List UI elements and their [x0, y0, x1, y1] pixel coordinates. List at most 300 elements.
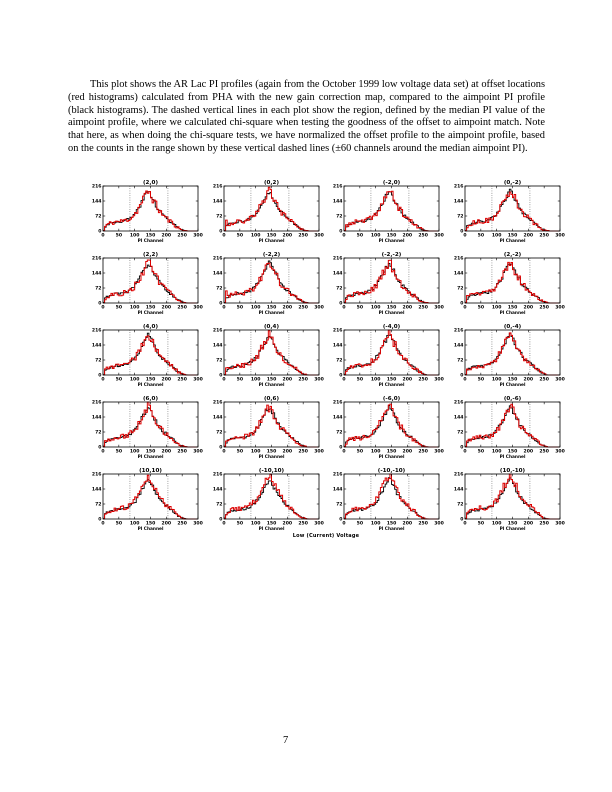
- x-tick-label: 300: [554, 521, 565, 527]
- y-tick-label: 216: [453, 472, 463, 478]
- y-tick-label: 72: [95, 286, 102, 292]
- y-tick-label: 0: [339, 301, 343, 307]
- x-tick-label: 300: [193, 521, 203, 527]
- plot-canvas: [85, 467, 206, 539]
- y-tick-label: 0: [218, 373, 222, 379]
- x-axis-label: PI Channel: [378, 311, 405, 316]
- x-tick-label: 150: [266, 521, 276, 527]
- offset-histogram: [465, 192, 560, 231]
- y-tick-label: 0: [98, 373, 102, 379]
- y-tick-label: 72: [456, 358, 463, 364]
- plot-title: (-2,-2): [381, 252, 402, 259]
- pi-profile-plot: [447, 395, 568, 467]
- x-tick-label: 250: [177, 377, 187, 383]
- x-tick-label: 100: [491, 377, 501, 383]
- y-tick-label: 144: [332, 487, 343, 493]
- x-tick-label: 150: [266, 449, 276, 455]
- plot-title: (2,-2): [503, 252, 521, 259]
- x-tick-label: 100: [370, 377, 381, 383]
- y-tick-label: 216: [332, 400, 343, 406]
- x-tick-label: 0: [462, 305, 467, 311]
- x-tick-label: 150: [145, 449, 156, 455]
- x-tick-label: 200: [523, 377, 533, 383]
- x-tick-label: 0: [462, 377, 467, 383]
- x-tick-label: 300: [554, 449, 565, 455]
- x-axis-label: PI Channel: [258, 527, 284, 532]
- aimpoint-histogram: [224, 337, 319, 375]
- aimpoint-histogram: [103, 265, 198, 303]
- y-tick-label: 0: [98, 445, 102, 451]
- x-axis-label: PI Channel: [378, 455, 405, 460]
- y-tick-label: 72: [336, 502, 343, 508]
- y-tick-label: 0: [218, 445, 222, 451]
- y-tick-label: 72: [95, 214, 102, 220]
- x-tick-label: 100: [491, 305, 501, 311]
- plot-canvas: [326, 179, 447, 251]
- x-tick-label: 300: [554, 305, 565, 311]
- x-tick-label: 0: [101, 521, 105, 527]
- x-tick-label: 200: [523, 233, 533, 239]
- x-tick-label: 200: [282, 521, 292, 527]
- plot-title: (4,0): [142, 324, 159, 331]
- offset-histogram: [103, 475, 198, 519]
- x-tick-label: 100: [370, 305, 381, 311]
- x-tick-label: 0: [221, 305, 226, 311]
- pi-profile-plot: [85, 467, 206, 539]
- x-tick-label: 250: [418, 521, 428, 527]
- y-tick-label: 144: [212, 415, 222, 421]
- y-tick-label: 144: [212, 199, 222, 205]
- pi-profile-plot: [85, 251, 206, 323]
- y-tick-label: 72: [215, 286, 222, 292]
- x-axis-label: PI Channel: [258, 239, 284, 244]
- y-tick-label: 72: [215, 502, 222, 508]
- x-axis-label: PI Channel: [499, 311, 525, 316]
- x-tick-label: 300: [434, 233, 444, 239]
- x-tick-label: 300: [313, 449, 324, 455]
- x-tick-label: 0: [221, 449, 226, 455]
- plot-canvas: [206, 179, 327, 251]
- x-tick-label: 50: [236, 377, 243, 383]
- y-tick-label: 144: [453, 271, 463, 277]
- x-tick-label: 0: [462, 521, 467, 527]
- y-tick-label: 216: [212, 328, 222, 334]
- y-tick-label: 216: [453, 256, 463, 262]
- x-tick-label: 250: [297, 521, 308, 527]
- pi-profile-plot: [326, 251, 447, 323]
- y-tick-label: 0: [459, 517, 463, 523]
- x-tick-label: 200: [282, 233, 292, 239]
- offset-histogram: [103, 260, 198, 303]
- x-axis-label: PI Channel: [137, 527, 164, 532]
- x-tick-label: 300: [434, 449, 444, 455]
- y-tick-label: 72: [95, 358, 102, 364]
- x-tick-label: 250: [418, 377, 428, 383]
- aimpoint-histogram: [344, 478, 439, 519]
- x-tick-label: 100: [491, 449, 501, 455]
- y-tick-label: 0: [218, 517, 222, 523]
- x-tick-label: 300: [434, 305, 444, 311]
- x-axis-label: PI Channel: [499, 239, 525, 244]
- plot-canvas: [85, 395, 206, 467]
- x-tick-label: 100: [491, 233, 501, 239]
- plot-title: (0,-2): [503, 180, 521, 187]
- x-tick-label: 50: [236, 233, 243, 239]
- x-tick-label: 50: [115, 521, 123, 527]
- x-axis-label: PI Channel: [258, 455, 284, 460]
- x-tick-label: 300: [554, 377, 565, 383]
- y-tick-label: 144: [212, 343, 222, 349]
- x-tick-label: 150: [145, 305, 156, 311]
- plot-canvas: [447, 395, 568, 467]
- aimpoint-histogram: [224, 481, 319, 519]
- x-tick-label: 50: [477, 449, 484, 455]
- x-tick-label: 150: [507, 449, 517, 455]
- x-tick-label: 100: [250, 521, 260, 527]
- x-tick-label: 50: [115, 233, 123, 239]
- pi-profile-plot: [85, 179, 206, 251]
- x-tick-label: 0: [221, 377, 226, 383]
- y-tick-label: 144: [212, 271, 222, 277]
- x-tick-label: 150: [386, 449, 397, 455]
- x-tick-label: 250: [177, 233, 187, 239]
- x-tick-label: 150: [386, 305, 397, 311]
- x-tick-label: 0: [221, 233, 226, 239]
- x-tick-label: 200: [402, 377, 413, 383]
- pi-profile-plot: [447, 251, 568, 323]
- x-tick-label: 250: [538, 233, 549, 239]
- y-tick-label: 0: [339, 445, 343, 451]
- x-tick-label: 200: [161, 449, 172, 455]
- y-tick-label: 0: [218, 301, 222, 307]
- x-tick-label: 300: [554, 233, 565, 239]
- x-tick-label: 200: [282, 305, 292, 311]
- x-tick-label: 100: [129, 233, 140, 239]
- y-tick-label: 216: [212, 256, 222, 262]
- aimpoint-histogram: [465, 406, 560, 447]
- y-tick-label: 72: [456, 430, 463, 436]
- offset-histogram: [224, 474, 319, 519]
- aimpoint-histogram: [103, 408, 198, 447]
- x-tick-label: 50: [477, 233, 484, 239]
- y-tick-label: 72: [95, 502, 102, 508]
- plot-canvas: [447, 251, 568, 323]
- x-tick-label: 250: [177, 521, 187, 527]
- x-tick-label: 250: [538, 449, 549, 455]
- plot-canvas: [447, 467, 568, 539]
- plot-title: (0,-4): [503, 324, 521, 331]
- pi-profile-plot: [206, 323, 327, 395]
- offset-histogram: [103, 191, 198, 231]
- x-tick-label: 100: [250, 305, 260, 311]
- x-axis-label: PI Channel: [137, 311, 164, 316]
- plot-canvas: [85, 179, 206, 251]
- plot-canvas: [206, 467, 327, 539]
- x-tick-label: 150: [386, 521, 397, 527]
- y-tick-label: 144: [332, 415, 343, 421]
- x-tick-label: 250: [538, 521, 549, 527]
- plot-title: (2,0): [142, 180, 159, 187]
- plot-canvas: [85, 323, 206, 395]
- x-tick-label: 200: [161, 521, 172, 527]
- x-tick-label: 250: [297, 233, 308, 239]
- x-tick-label: 300: [313, 521, 324, 527]
- plot-title: (10,-10): [499, 468, 525, 475]
- aimpoint-histogram: [344, 406, 439, 447]
- offset-histogram: [224, 331, 319, 375]
- x-tick-label: 100: [370, 521, 381, 527]
- y-tick-label: 144: [332, 199, 343, 205]
- x-tick-label: 0: [342, 305, 346, 311]
- x-axis-label: PI Channel: [137, 455, 164, 460]
- x-tick-label: 50: [477, 521, 484, 527]
- aimpoint-histogram: [224, 409, 319, 447]
- x-tick-label: 50: [356, 449, 364, 455]
- x-tick-label: 200: [161, 377, 172, 383]
- y-tick-label: 72: [215, 430, 222, 436]
- y-tick-label: 216: [91, 472, 102, 478]
- plot-title: (0,2): [263, 180, 279, 187]
- plot-canvas: [326, 467, 447, 539]
- y-tick-label: 72: [456, 286, 463, 292]
- plot-title: (10,10): [139, 468, 162, 475]
- x-tick-label: 0: [101, 377, 105, 383]
- pi-profile-plot: [206, 467, 327, 539]
- x-tick-label: 150: [386, 233, 397, 239]
- x-tick-label: 50: [356, 521, 364, 527]
- x-tick-label: 150: [507, 305, 517, 311]
- offset-histogram: [224, 263, 319, 303]
- x-tick-label: 300: [193, 449, 203, 455]
- y-tick-label: 144: [212, 487, 222, 493]
- x-tick-label: 300: [193, 305, 203, 311]
- x-axis-label: PI Channel: [499, 527, 525, 532]
- plot-title: (-2,2): [262, 252, 280, 259]
- x-tick-label: 0: [221, 521, 226, 527]
- y-tick-label: 0: [98, 229, 102, 235]
- x-tick-label: 300: [313, 233, 324, 239]
- plot-title: (-10,10): [258, 468, 284, 475]
- x-axis-label: PI Channel: [499, 383, 525, 388]
- plot-title: (-6,0): [382, 396, 401, 403]
- plot-title: (-10,-10): [377, 468, 406, 475]
- x-tick-label: 100: [370, 449, 381, 455]
- pi-profile-plot: [326, 179, 447, 251]
- x-tick-label: 100: [129, 305, 140, 311]
- plot-title: (-4,0): [382, 324, 401, 331]
- y-tick-label: 144: [453, 487, 463, 493]
- y-tick-label: 72: [336, 358, 343, 364]
- plot-title: (0,6): [263, 396, 279, 403]
- y-tick-label: 144: [332, 271, 343, 277]
- y-tick-label: 216: [212, 472, 222, 478]
- y-tick-label: 144: [91, 343, 102, 349]
- page-number: 7: [283, 735, 289, 746]
- y-tick-label: 216: [332, 472, 343, 478]
- y-tick-label: 216: [212, 184, 222, 190]
- x-tick-label: 250: [297, 305, 308, 311]
- x-tick-label: 50: [356, 377, 364, 383]
- y-tick-label: 72: [215, 214, 222, 220]
- y-tick-label: 144: [453, 343, 463, 349]
- x-tick-label: 200: [282, 449, 292, 455]
- x-tick-label: 50: [236, 305, 243, 311]
- body-paragraph: This plot shows the AR Lac PI profiles (again from the October 1999 low voltage data set) at offset locations (red histograms) calculated from PHA with the new gain correction map, compared to the aimpoint PI profile (black histograms). The dashed vertical lines in each plot show the region, defined by the median PI value of the aimpoint profile, where we calculated chi-square when testing the goodness of the offset to aimpoint match. Note that here, as when doing the chi-square tests, we have normalized the offset profile to the aimpoint profile, based on the counts in the range shown by these vertical dashed lines (±60 channels around the median aimpoint PI).: [68, 79, 545, 154]
- pi-profile-plot: [326, 467, 447, 539]
- plot-canvas: [206, 251, 327, 323]
- offset-histogram: [103, 402, 198, 447]
- x-axis-label: PI Channel: [378, 527, 405, 532]
- aimpoint-histogram: [465, 478, 560, 519]
- x-tick-label: 250: [538, 377, 549, 383]
- x-tick-label: 150: [145, 521, 156, 527]
- y-tick-label: 216: [453, 400, 463, 406]
- pi-profile-plot: [447, 323, 568, 395]
- x-tick-label: 50: [356, 305, 364, 311]
- y-tick-label: 0: [339, 517, 343, 523]
- pi-profile-plot: [326, 323, 447, 395]
- x-tick-label: 200: [523, 521, 533, 527]
- y-tick-label: 72: [456, 502, 463, 508]
- x-tick-label: 150: [266, 377, 276, 383]
- x-tick-label: 150: [386, 377, 397, 383]
- offset-histogram: [344, 330, 439, 375]
- pi-profile-plot: [447, 179, 568, 251]
- x-tick-label: 100: [129, 521, 140, 527]
- offset-histogram: [465, 474, 560, 519]
- y-tick-label: 216: [332, 256, 343, 262]
- x-tick-label: 250: [177, 449, 187, 455]
- aimpoint-histogram: [103, 480, 198, 519]
- x-axis-label: PI Channel: [499, 455, 525, 460]
- plot-title: (2,2): [142, 252, 159, 259]
- x-tick-label: 200: [402, 449, 413, 455]
- x-tick-label: 200: [282, 377, 292, 383]
- pi-profile-plot: [85, 395, 206, 467]
- x-tick-label: 0: [101, 449, 105, 455]
- x-tick-label: 50: [477, 377, 484, 383]
- x-tick-label: 250: [538, 305, 549, 311]
- x-tick-label: 50: [356, 233, 364, 239]
- offset-histogram: [224, 187, 319, 231]
- offset-histogram: [344, 191, 439, 231]
- y-tick-label: 72: [95, 430, 102, 436]
- x-tick-label: 100: [250, 233, 260, 239]
- plot-canvas: [206, 395, 327, 467]
- plot-canvas: [326, 251, 447, 323]
- y-tick-label: 216: [212, 400, 222, 406]
- x-tick-label: 50: [115, 377, 123, 383]
- plot-title: (0,-6): [503, 396, 521, 403]
- x-tick-label: 200: [523, 305, 533, 311]
- plot-canvas: [326, 323, 447, 395]
- plot-title: (-2,0): [382, 180, 401, 187]
- x-tick-label: 150: [507, 521, 517, 527]
- y-tick-label: 144: [91, 487, 102, 493]
- x-tick-label: 50: [115, 305, 123, 311]
- pi-profile-plot: [85, 323, 206, 395]
- x-axis-label: PI Channel: [258, 383, 284, 388]
- x-tick-label: 150: [145, 233, 156, 239]
- grid-caption: Low (Current) Voltage: [292, 533, 360, 539]
- y-tick-label: 216: [91, 184, 102, 190]
- x-tick-label: 200: [523, 449, 533, 455]
- pi-profile-plot: [206, 395, 327, 467]
- y-tick-label: 72: [336, 430, 343, 436]
- x-tick-label: 100: [370, 233, 381, 239]
- x-tick-label: 0: [101, 305, 105, 311]
- y-tick-label: 0: [459, 229, 463, 235]
- y-tick-label: 144: [453, 415, 463, 421]
- y-tick-label: 0: [459, 373, 463, 379]
- y-tick-label: 72: [215, 358, 222, 364]
- y-tick-label: 144: [91, 415, 102, 421]
- x-tick-label: 100: [250, 377, 260, 383]
- x-tick-label: 100: [250, 449, 260, 455]
- y-tick-label: 144: [453, 199, 463, 205]
- x-tick-label: 300: [313, 377, 324, 383]
- x-tick-label: 50: [236, 521, 243, 527]
- y-tick-label: 216: [453, 328, 463, 334]
- pi-profile-plot: [447, 467, 568, 539]
- x-tick-label: 200: [402, 305, 413, 311]
- x-axis-label: PI Channel: [137, 239, 164, 244]
- y-tick-label: 0: [98, 517, 102, 523]
- pi-profile-plot: [326, 395, 447, 467]
- x-tick-label: 300: [313, 305, 324, 311]
- y-tick-label: 0: [218, 229, 222, 235]
- y-tick-label: 216: [91, 256, 102, 262]
- x-tick-label: 50: [236, 449, 243, 455]
- x-tick-label: 0: [342, 377, 346, 383]
- x-tick-label: 100: [129, 377, 140, 383]
- x-tick-label: 300: [193, 233, 203, 239]
- x-tick-label: 50: [115, 449, 123, 455]
- offset-histogram: [344, 260, 439, 303]
- x-tick-label: 150: [507, 377, 517, 383]
- x-tick-label: 300: [434, 521, 444, 527]
- x-tick-label: 200: [402, 521, 413, 527]
- plot-canvas: [447, 179, 568, 251]
- y-tick-label: 0: [339, 373, 343, 379]
- plot-title: (6,0): [142, 396, 159, 403]
- aimpoint-histogram: [344, 192, 439, 231]
- x-tick-label: 0: [101, 233, 105, 239]
- x-tick-label: 300: [434, 377, 444, 383]
- x-tick-label: 150: [507, 233, 517, 239]
- y-tick-label: 0: [98, 301, 102, 307]
- x-tick-label: 0: [462, 233, 467, 239]
- x-axis-label: PI Channel: [137, 383, 164, 388]
- x-tick-label: 0: [342, 233, 346, 239]
- y-tick-label: 216: [91, 400, 102, 406]
- y-tick-label: 0: [339, 229, 343, 235]
- y-tick-label: 216: [453, 184, 463, 190]
- x-tick-label: 250: [418, 305, 428, 311]
- y-tick-label: 216: [332, 328, 343, 334]
- x-tick-label: 150: [266, 305, 276, 311]
- x-tick-label: 250: [177, 305, 187, 311]
- x-tick-label: 0: [342, 449, 346, 455]
- y-tick-label: 0: [459, 301, 463, 307]
- x-tick-label: 200: [161, 233, 172, 239]
- x-tick-label: 200: [161, 305, 172, 311]
- y-tick-label: 72: [456, 214, 463, 220]
- pi-profile-plot: [206, 251, 327, 323]
- x-tick-label: 250: [418, 449, 428, 455]
- y-tick-label: 216: [91, 328, 102, 334]
- plot-canvas: [206, 323, 327, 395]
